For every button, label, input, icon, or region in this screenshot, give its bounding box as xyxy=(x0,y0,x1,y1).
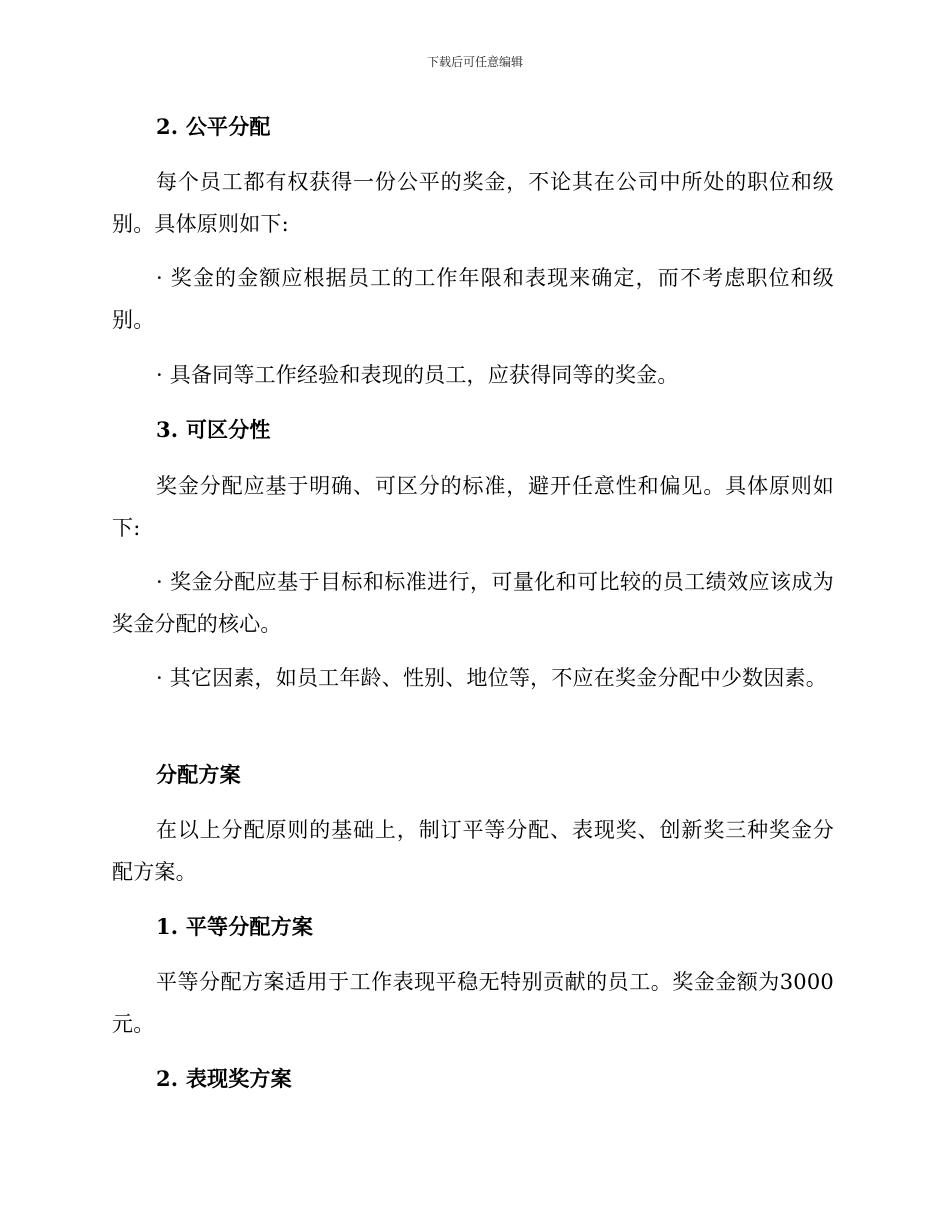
bullet-other-factors: · 其它因素，如员工年龄、性别、地位等，不应在奖金分配中少数因素。 xyxy=(156,666,827,690)
section-heading-equal-plan: 1. 平等分配方案 xyxy=(156,914,314,939)
bullet-equal-bonus: · 具备同等工作经验和表现的员工，应获得同等的奖金。 xyxy=(156,363,679,387)
section-heading-distribution-plan: 分配方案 xyxy=(156,762,241,787)
paragraph-plan-intro: 在以上分配原则的基础上，制订平等分配、表现奖、创新奖三种奖金分配方案。 xyxy=(112,818,834,884)
section-heading-fair-distribution: 2. 公平分配 xyxy=(156,114,271,139)
paragraph-fair-intro: 每个员工都有权获得一份公平的奖金，不论其在公司中所处的职位和级别。具体原则如下: xyxy=(112,170,834,236)
section-heading-performance-plan: 2. 表现奖方案 xyxy=(156,1066,292,1091)
bullet-amount-basis: · 奖金的金额应根据员工的工作年限和表现来确定，而不考虑职位和级别。 xyxy=(112,266,834,332)
bullet-goal-based: · 奖金分配应基于目标和标准进行，可量化和可比较的员工绩效应该成为奖金分配的核心。 xyxy=(112,570,834,636)
paragraph-equal-plan: 平等分配方案适用于工作表现平稳无特别贡献的员工。奖金金额为3000元。 xyxy=(112,970,834,1036)
page-header: 下载后可任意编辑 xyxy=(426,55,523,69)
paragraph-distinguish-intro: 奖金分配应基于明确、可区分的标准，避开任意性和偏见。具体原则如下: xyxy=(112,474,834,540)
section-heading-distinguishability: 3. 可区分性 xyxy=(156,417,271,442)
